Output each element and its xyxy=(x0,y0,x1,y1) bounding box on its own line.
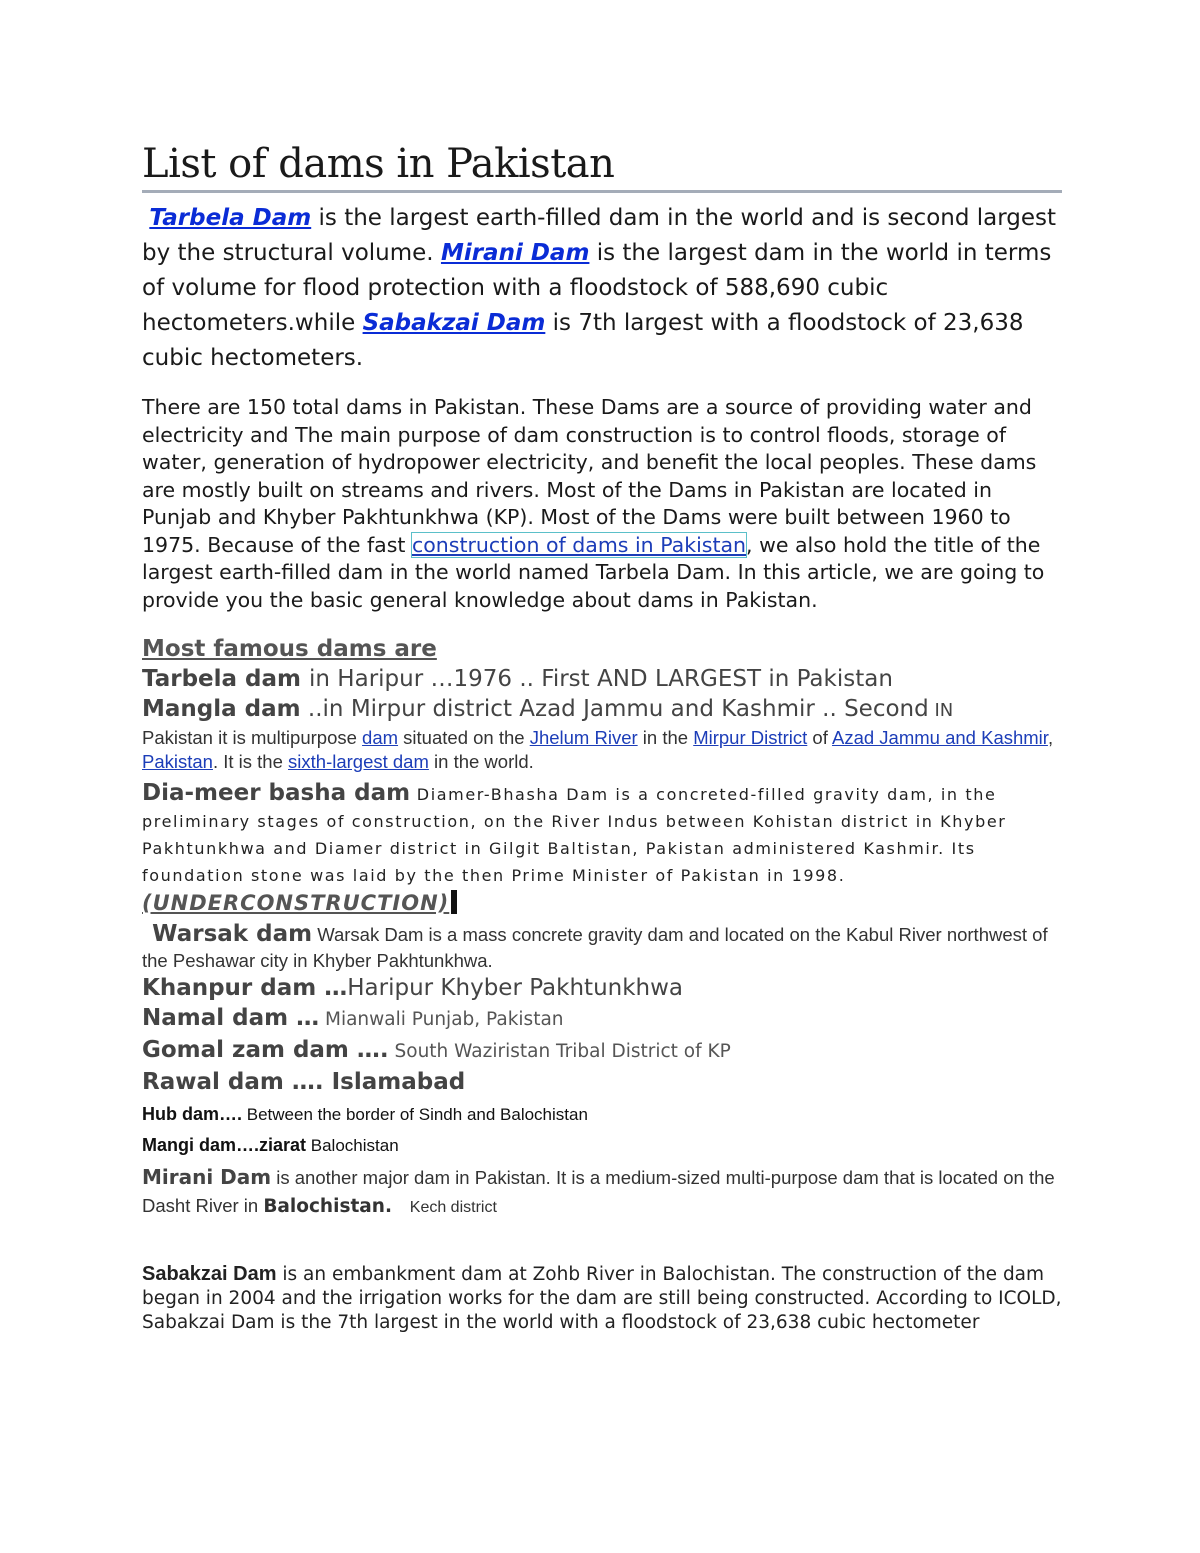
mirani-entry xyxy=(142,1163,1062,1222)
rawal-entry: Rawal dam …. Islamabad xyxy=(142,1069,466,1095)
mangi-detail: Balochistan xyxy=(306,1136,399,1155)
warsak-entry xyxy=(142,919,1062,973)
mangla-wiki-4: of xyxy=(807,727,832,748)
lead-text-2: is the largest dam in the world in terms of volume for flood protection with a floodstock of 588,690 cubic hectometers.while xyxy=(142,240,1052,336)
lead-text-1: is the largest earth-filled dam in the world and is second largest by the structural volume. xyxy=(142,205,1057,266)
sabakzai-entry xyxy=(142,1262,1062,1335)
khanpur-detail: Haripur Khyber Pakhtunkhwa xyxy=(347,975,684,1001)
tarbela-entry xyxy=(142,664,1062,694)
sabakzai-detail: is an embankment dam at Zohb River in Balochistan. The construction of the dam began in 2004 and the irrigation works for the dam are still being constructed. According to ICOLD, Sabakzai Dam is the 7th largest in the world with a floodstock of 23,638 cubic hectometer xyxy=(142,1264,1062,1333)
intro-text-1: There are 150 total dams in Pakistan. These Dams are a source of providing water and electricity and The main purpose of dam construction is to control floods, storage of water, generation of hydropower electricity, and benefit the local peoples. These dams are mostly built on streams and rivers. Most of the Dams in Pakistan are located in Punjab and Khyber Pakhtunkhwa (KP). Most of the Dams were built between 1960 to 1975. Because of the fast xyxy=(142,395,1037,557)
gomal-entry xyxy=(142,1035,1062,1067)
intro-text-2: , we also hold the title of the largest earth-filled dam in the world named Tarbela Dam. In this article, we are going to provide you the basic general knowledge about dams in Pakistan. xyxy=(142,532,1045,612)
mirani-place: Balochistan. xyxy=(263,1196,392,1217)
section-heading: Most famous dams are xyxy=(142,636,437,662)
dam-link[interactable]: dam xyxy=(362,727,399,748)
intro-paragraph xyxy=(142,394,1062,614)
mangi-name: Mangi dam….ziarat xyxy=(142,1135,307,1155)
construction-of-dams-link[interactable]: construction of dams in Pakistan xyxy=(411,532,747,557)
diameer-status-line xyxy=(142,889,1062,917)
namal-detail: Mianwali Punjab, Pakistan xyxy=(319,1009,564,1030)
tarbela-detail: in Haripur …1976 .. First AND LARGEST in Pakistan xyxy=(309,666,893,692)
jhelum-river-link[interactable]: Jhelum River xyxy=(529,727,638,748)
gomal-detail: South Waziristan Tribal District of KP xyxy=(388,1041,731,1062)
mangi-entry xyxy=(142,1130,1062,1161)
mirpur-district-link[interactable]: Mirpur District xyxy=(693,727,808,748)
mirani-detail: is another major dam in Pakistan. It is a medium-sized multi-purpose dam that is located on the Dasht River in xyxy=(142,1167,1055,1216)
mangla-name: Mangla dam xyxy=(142,696,301,722)
tarbela-name: Tarbela dam xyxy=(142,666,310,692)
mangla-detail: ..in Mirpur district Azad Jammu and Kashmir .. Second xyxy=(300,696,929,722)
hub-detail: Between the border of Sindh and Balochistan xyxy=(242,1105,588,1124)
mangla-wiki-text xyxy=(142,726,1062,774)
diameer-entry xyxy=(142,778,1062,889)
mangla-tail: IN xyxy=(928,700,954,721)
mangla-wiki-1: Pakistan it is multipurpose xyxy=(142,727,363,748)
warsak-name: Warsak dam xyxy=(152,921,313,947)
mirani-name: Mirani Dam xyxy=(142,1165,272,1189)
mangla-wiki-6: . It is the xyxy=(212,751,289,772)
lead-paragraph xyxy=(142,201,1062,376)
hub-name: Hub dam…. xyxy=(142,1104,243,1124)
mangla-wiki-7: in the world. xyxy=(428,751,534,772)
document-page xyxy=(142,140,1062,1335)
diameer-name: Dia-meer basha dam xyxy=(142,780,411,806)
azad-jammu-kashmir-link[interactable]: Azad Jammu and Kashmir xyxy=(832,727,1048,748)
mangla-wiki-5: , xyxy=(1047,727,1054,748)
sabakzai-name: Sabakzai Dam xyxy=(142,1263,277,1285)
gomal-name: Gomal zam dam …. xyxy=(142,1037,389,1063)
mangla-entry xyxy=(142,694,1062,726)
pakistan-link[interactable]: Pakistan xyxy=(142,751,213,772)
khanpur-name: Khanpur dam … xyxy=(142,975,348,1001)
lead-text-3: is 7th largest with a floodstock of 23,638 cubic hectometers. xyxy=(142,310,1024,371)
mirani-district: Kech district xyxy=(391,1199,497,1216)
namal-name: Namal dam … xyxy=(142,1005,320,1031)
sixth-largest-dam-link[interactable]: sixth-largest dam xyxy=(288,751,429,772)
diameer-status: (UNDERCONSTRUCTION) xyxy=(142,891,450,915)
hub-entry xyxy=(142,1099,1062,1130)
mangla-wiki-2: situated on the xyxy=(398,727,530,748)
mangla-wiki-3: in the xyxy=(637,727,694,748)
khanpur-entry xyxy=(142,973,1062,1003)
sabakzai-dam-link[interactable]: Sabakzai Dam xyxy=(362,310,546,336)
namal-entry xyxy=(142,1003,1062,1035)
warsak-detail: Warsak Dam is a mass concrete gravity dam and located on the Kabul River northwest of the Peshawar city in Khyber Pakhtunkhwa. xyxy=(142,924,1048,971)
page-title: List of dams in Pakistan xyxy=(142,140,1062,193)
tarbela-dam-link[interactable]: Tarbela Dam xyxy=(149,205,312,231)
text-cursor xyxy=(451,890,457,914)
mirani-dam-link[interactable]: Mirani Dam xyxy=(440,240,590,266)
diameer-detail: Diamer-Bhasha Dam is a concreted-filled gravity dam, in the preliminary stages of construction, on the River Indus between Kohistan district in Khyber Pakhtunkhwa and Diamer district in Gilgit Baltistan, Pakistan administered Kashmir. Its foundation stone was laid by the then Prime Minister of Pakistan in 1998. xyxy=(142,785,1007,885)
